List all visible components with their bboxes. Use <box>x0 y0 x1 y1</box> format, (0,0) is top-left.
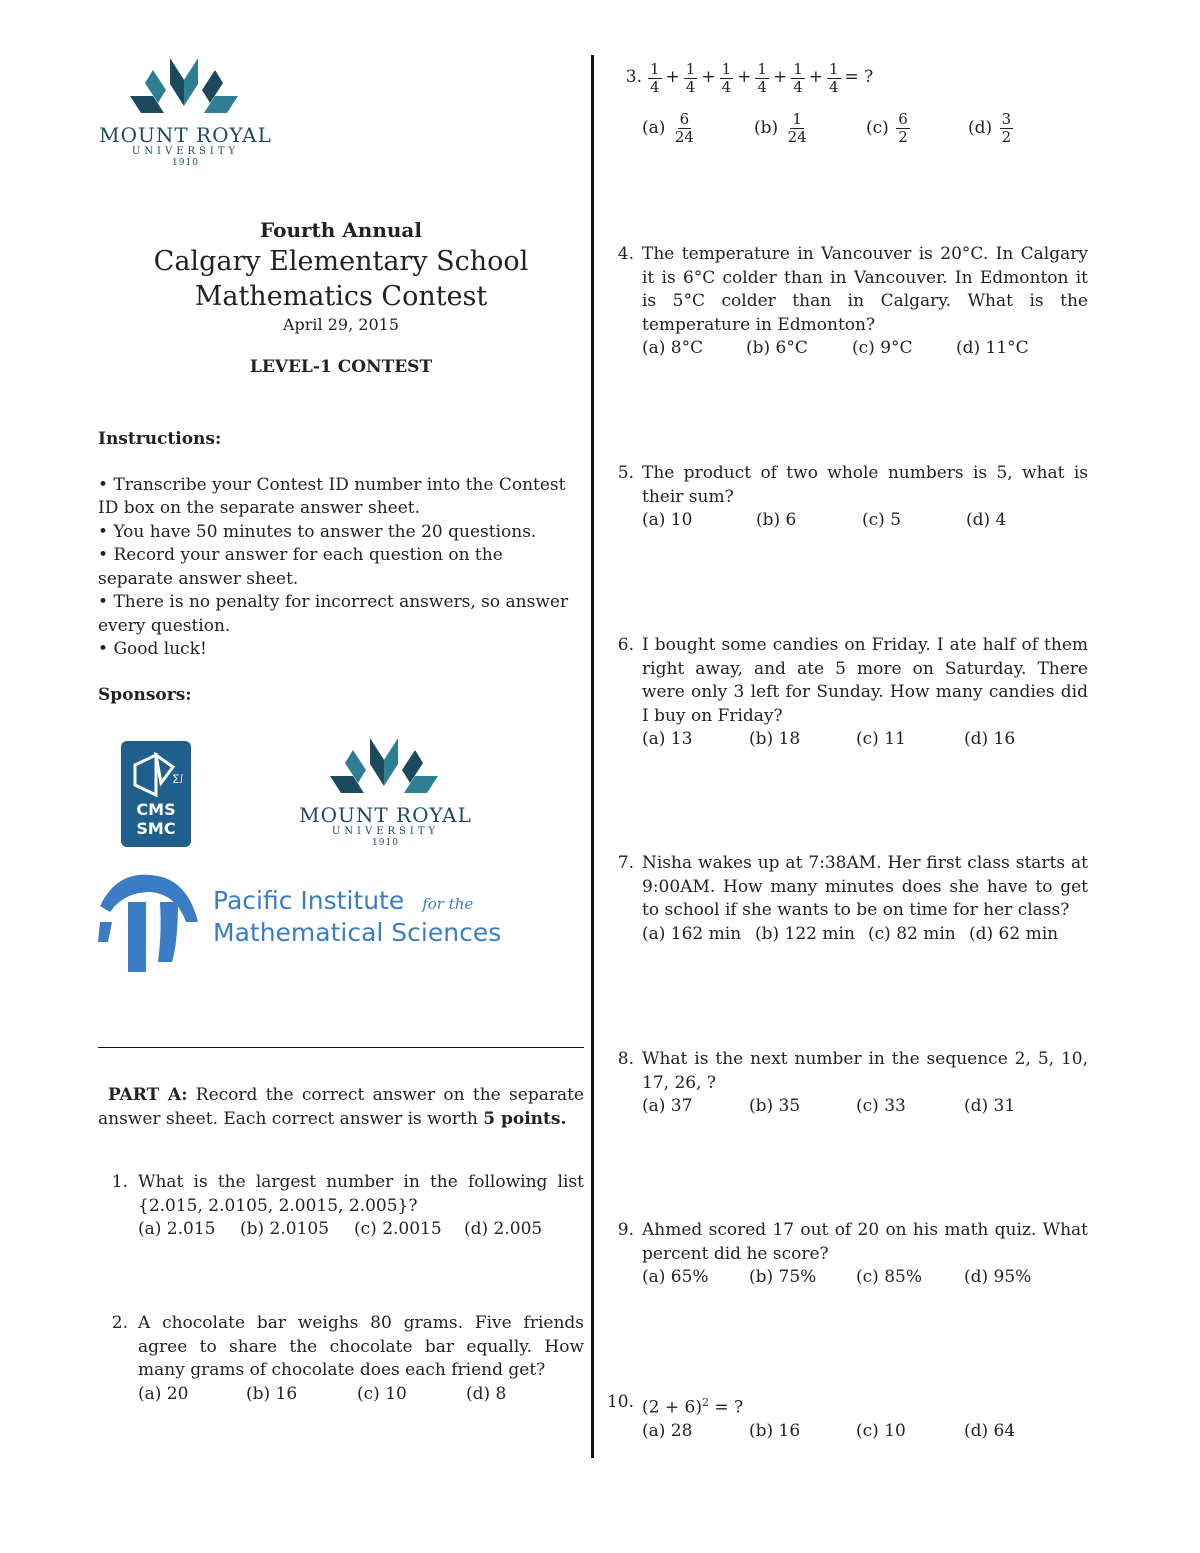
question-options <box>642 1420 1088 1444</box>
question-number: 4. <box>617 244 634 264</box>
option-d: (d) 4 <box>966 510 1007 530</box>
option-b: (b) $\frac{1}{24}$ <box>754 109 807 146</box>
question-expression: $(2 + 6)^2$ = ? <box>642 1396 744 1418</box>
option-c: (c) 2.0015 <box>354 1219 442 1239</box>
option-b: (b) 18 <box>749 729 801 749</box>
fraction: $\frac{1}{4}$ <box>793 59 803 96</box>
question-number: 9. <box>617 1220 634 1240</box>
fraction: $\frac{1}{4}$ <box>685 59 696 96</box>
question-9 <box>604 1219 1088 1290</box>
option-c: (c) 9°C <box>852 338 913 358</box>
option-d: (d) 2.005 <box>464 1219 543 1239</box>
option-c: (c) 33 <box>856 1096 906 1116</box>
option-d: (d) 64 <box>964 1421 1016 1442</box>
part-a-label: PART A: <box>108 1085 188 1105</box>
option-b: (b) 6 <box>756 510 797 530</box>
option-b: (b) 35 <box>749 1096 801 1116</box>
svg-text:∑∫: ∑∫ <box>173 774 184 784</box>
section-divider <box>98 1047 584 1048</box>
option-a: (a) 65% <box>642 1267 709 1287</box>
instructions-heading: Instructions: <box>98 429 222 449</box>
option-d: (d) 8 <box>466 1383 507 1404</box>
question-number: 1. <box>111 1172 128 1192</box>
question-options <box>642 1266 1088 1290</box>
question-number: 7. <box>617 853 634 873</box>
question-options <box>642 923 1088 947</box>
instruction-item: • There is no penalty for incorrect answers, so answer every question. <box>98 592 569 636</box>
question-text: I bought some candies on Friday. I ate half of them right away, and ate 5 more on Saturday. There were only 3 left for Sunday. How many candies did I buy on Friday? <box>642 635 1088 726</box>
option-d: (d) 16 <box>964 729 1016 749</box>
pims-line2: Mathematical Sciences <box>213 918 502 947</box>
title-contest-line2: Mathematics Contest <box>194 281 488 312</box>
instruction-item: • Good luck! <box>98 639 207 659</box>
smc-label: SMC <box>136 819 176 838</box>
fraction: $\frac{1}{4}$ <box>721 59 732 96</box>
instruction-item: • You have 50 minutes to answer the 20 questions. <box>98 521 537 542</box>
cms-logo <box>121 741 191 847</box>
option-d: (d) 62 min <box>969 923 1059 944</box>
question-2 <box>98 1312 584 1406</box>
title-fourth-annual: Fourth Annual <box>260 218 422 242</box>
question-number: 2. <box>111 1313 128 1333</box>
question-10 <box>604 1391 1088 1444</box>
question-options <box>642 1095 1088 1119</box>
option-a: (a) 20 <box>138 1383 189 1404</box>
cms-emblem-icon <box>121 747 191 803</box>
column-divider <box>591 55 594 1458</box>
option-d: (d) $\frac{3}{2}$ <box>968 109 1012 146</box>
option-b: (b) 16 <box>749 1421 801 1442</box>
option-c: (c) 5 <box>862 510 902 530</box>
question-text: What is the next number in the sequence 2, 5, 10, 17, 26, ? <box>642 1049 1088 1093</box>
question-options <box>138 1218 584 1242</box>
question-text: The product of two whole numbers is 5, what is their sum? <box>642 463 1088 507</box>
option-a: (a) 28 <box>642 1421 693 1442</box>
pims-line1: Pacific Institute for the <box>213 886 474 915</box>
option-b: (b) 2.0105 <box>240 1219 330 1239</box>
option-c: (c) 10 <box>357 1383 407 1404</box>
question-options <box>642 728 1088 752</box>
question-text: What is the largest number in the following list {2.015, 2.0105, 2.0015, 2.005}? <box>138 1172 584 1216</box>
option-c: (c) 82 min <box>868 923 956 944</box>
option-b: (b) 16 <box>246 1383 298 1404</box>
option-a: (a) 8°C <box>642 338 704 358</box>
question-5 <box>604 462 1088 533</box>
instruction-item: • Record your answer for each question on the separate answer sheet. <box>98 545 503 589</box>
question-text: Ahmed scored 17 out of 20 on his math quiz. What percent did he score? <box>642 1220 1088 1264</box>
fraction: $\frac{1}{4}$ <box>828 59 839 96</box>
fraction: $\frac{1}{4}$ <box>757 59 767 96</box>
title-contest-line1: Calgary Elementary School <box>153 246 529 277</box>
option-d: (d) 11°C <box>956 338 1029 358</box>
question-text: Nisha wakes up at 7:38AM. Her first class starts at 9:00AM. How many minutes does she have to get to school if she wants to be on time for her class? <box>642 853 1088 920</box>
question-number: 5. <box>617 463 634 483</box>
option-a: (a) 162 min <box>642 923 742 944</box>
question-number: 3. <box>625 67 642 88</box>
option-a: (a) $\frac{6}{24}$ <box>642 109 694 146</box>
option-c: (c) 85% <box>856 1267 922 1287</box>
option-a: (a) 37 <box>642 1096 693 1116</box>
option-a: (a) 2.015 <box>138 1219 216 1239</box>
question-8 <box>604 1048 1088 1119</box>
option-d: (d) 95% <box>964 1267 1032 1287</box>
fraction: $\frac{3}{2}$ <box>1001 109 1012 146</box>
question-3: 3. $\frac{1}{4}$ + $\frac{1}{4}$ + $\frac{1}{4}$ + $\frac{1}{4}$ + $\frac{1}{4}$ + $\frac{1}{4}$ = ? (a) $\frac{6}{24}$ (b) $\frac{1}{24}$ (c) $\frac{6}{2}$ (d) $\frac{3}{2}$ <box>604 58 1088 150</box>
question-options <box>138 1383 584 1407</box>
pims-logo <box>98 872 502 974</box>
question-6 <box>604 634 1088 752</box>
question-text: A chocolate bar weighs 80 grams. Five friends agree to share the chocolate bar equally. How many grams of chocolate does each friend get? <box>138 1313 584 1380</box>
mru-sub: UNIVERSITY <box>131 146 240 157</box>
mru-name: MOUNT ROYAL <box>99 123 272 147</box>
pims-pi-icon <box>98 872 202 974</box>
question-text: The temperature in Vancouver is 20°C. In Calgary it is 6°C colder than in Vancouver. In Edmonton it is 5°C colder than in Calgary. What is the temperature in Edmonton? <box>642 244 1088 335</box>
mru-sponsor-year: 1910 <box>372 838 399 848</box>
mru-crest-icon <box>98 58 273 120</box>
option-a: (a) 13 <box>642 729 693 749</box>
contest-date: April 29, 2015 <box>282 315 399 334</box>
question-4 <box>604 243 1088 361</box>
question-options <box>642 337 1088 361</box>
question-number: 6. <box>617 635 634 655</box>
question-number: 8. <box>617 1049 634 1069</box>
option-c: (c) $\frac{6}{2}$ <box>866 109 908 146</box>
title-block <box>98 216 584 378</box>
instructions <box>98 428 576 707</box>
mru-sponsor-logo <box>298 738 473 850</box>
option-b: (b) 122 min <box>755 923 855 944</box>
question-7 <box>604 852 1088 946</box>
level-label: LEVEL-1 CONTEST <box>249 357 433 377</box>
sponsors-heading: Sponsors: <box>98 684 192 705</box>
question-1 <box>98 1171 584 1242</box>
instruction-item: • Transcribe your Contest ID number into the Contest ID box on the separate answer sheet. <box>98 474 566 518</box>
fraction: $\frac{1}{24}$ <box>787 109 807 146</box>
option-b: (b) 75% <box>749 1267 817 1287</box>
question-number: 10. <box>606 1392 634 1412</box>
option-c: (c) 11 <box>856 729 906 749</box>
question-options <box>642 509 1088 533</box>
mru-sponsor-name: MOUNT ROYAL <box>299 803 472 827</box>
mru-sponsor-crest-icon <box>298 738 473 800</box>
option-b: (b) 6°C <box>746 338 808 358</box>
fraction: $\frac{6}{24}$ <box>674 109 694 146</box>
fraction: $\frac{6}{2}$ <box>898 109 908 146</box>
option-a: (a) 10 <box>642 510 693 530</box>
fraction: $\frac{1}{4}$ <box>650 59 660 96</box>
mru-year: 1910 <box>172 158 199 168</box>
option-d: (d) 31 <box>964 1096 1016 1116</box>
cms-label: CMS <box>136 800 176 819</box>
mru-sponsor-sub: UNIVERSITY <box>331 826 440 837</box>
mru-header-logo <box>98 58 273 173</box>
option-c: (c) 10 <box>856 1421 906 1442</box>
part-a-intro: PART A: Record the correct answer on the separate answer sheet. Each correct answer is worth 5 points. <box>98 1085 584 1129</box>
